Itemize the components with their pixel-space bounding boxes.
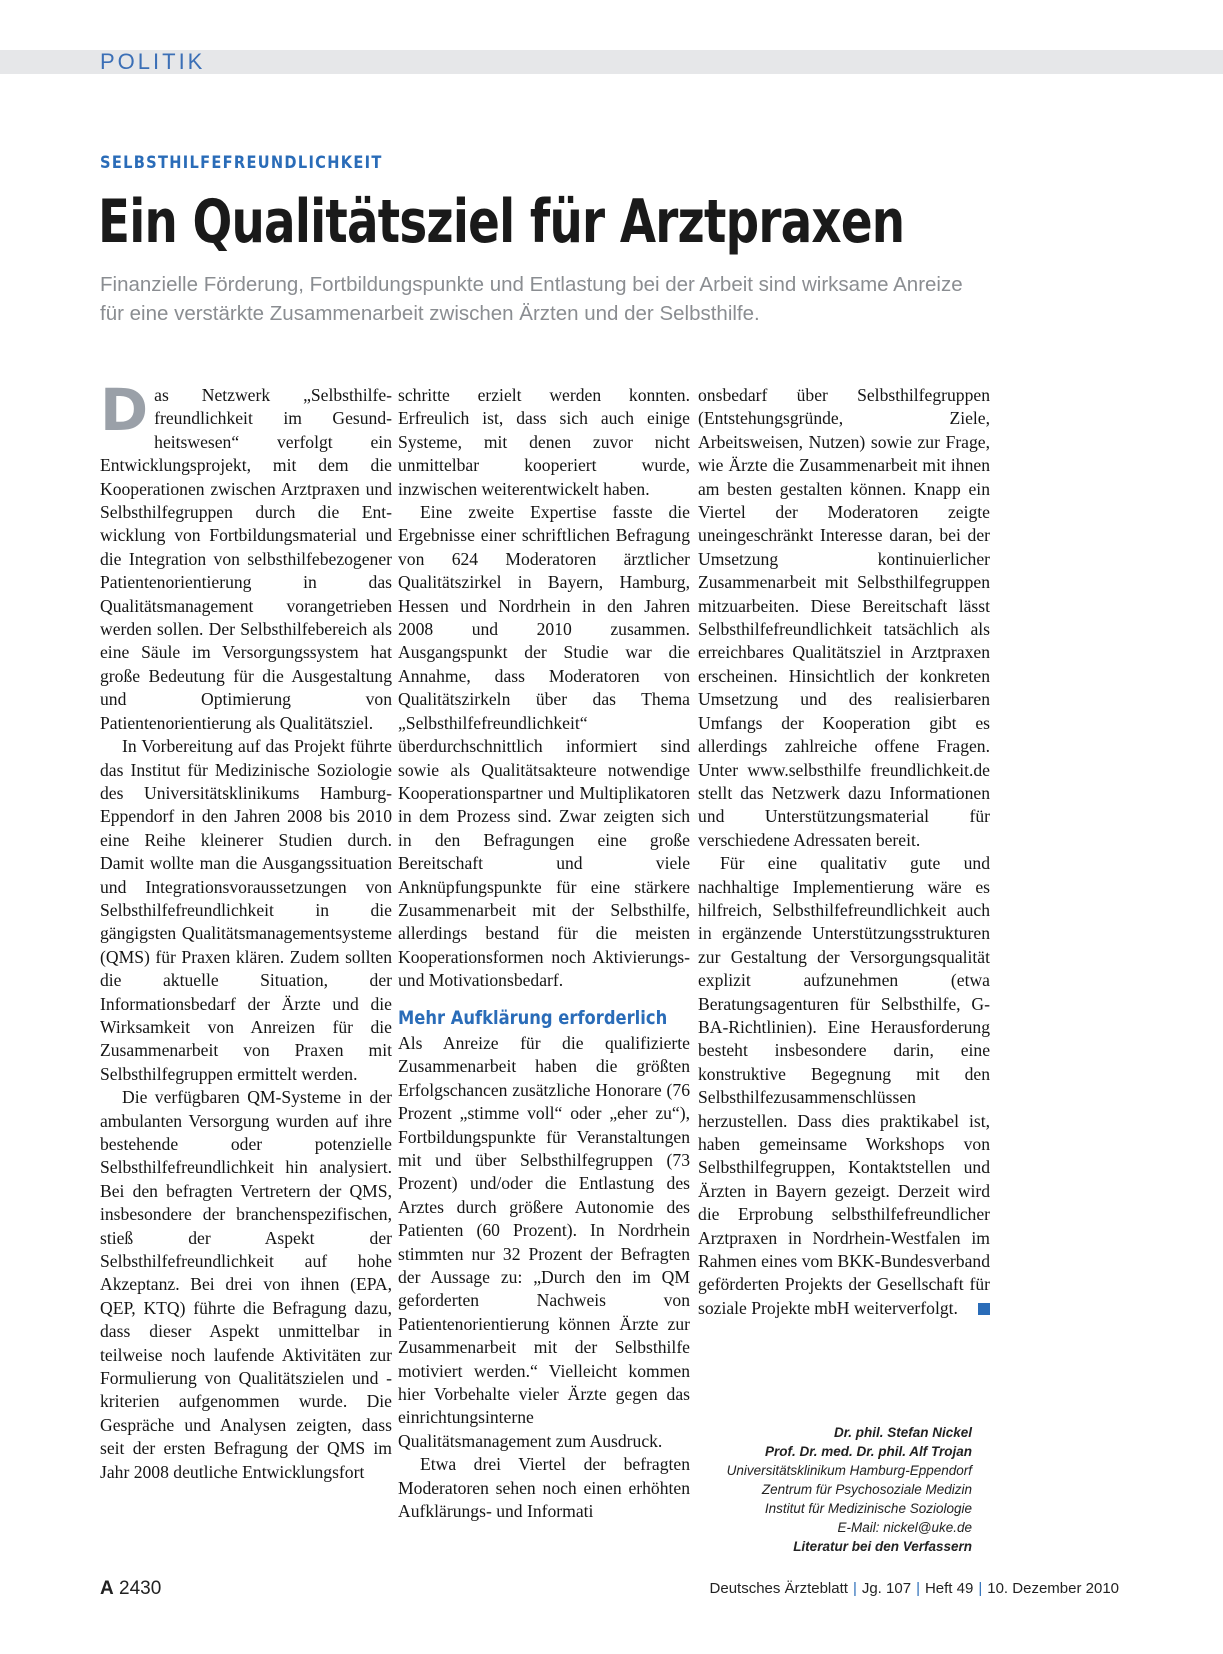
journal-name: Deutsches Ärzteblatt	[709, 1580, 848, 1597]
paragraph: Etwa drei Viertel der befragten Moderatoren sehen noch einen erhöhten Aufklärungs- und Informati	[398, 1454, 690, 1522]
footer-separator: |	[916, 1580, 920, 1597]
text-column-2	[398, 384, 690, 1524]
page-number	[100, 1578, 161, 1600]
footer-separator: |	[852, 1580, 857, 1597]
paragraph: onsbedarf über Selbsthilfegruppen (Entstehungsgründe, Ziele, Arbeitsweisen, Nutzen) sowie zur Frage, wie Ärzte die Zusammenarbeit mit ihnen am besten gestalten können. Knapp ein Viertel der Moderatoren zeigte uneingeschränkt Interesse daran, bei der Umsetzung kontinuierlicher Zusammenarbeit mit Selbsthilfegruppen mitzuarbeiten. Diese Bereitschaft lässt Selbsthilfefreundlichkeit tatsächlich als erreichbares Qualitätsziel in Arztpraxen erscheinen. Hinsichtlich der konkreten Umsetzung und des realisierbaren Umfangs der Kooperation gibt es allerdings zahlreiche offene Fragen. Unter www.selbsthilfe freundlichkeit.de stellt das Netzwerk dazu Informationen und Unterstützungsmaterial für verschiedene Adressaten bereit.	[698, 385, 990, 850]
author-block	[698, 1423, 972, 1556]
paragraph	[100, 376, 392, 735]
end-of-article-square-icon	[978, 1303, 990, 1315]
section-label: POLITIK	[100, 49, 206, 74]
author-email: E-Mail: nickel@uke.de	[837, 1520, 972, 1535]
article-kicker: SELBSTHILFEFREUNDLICHKEIT	[100, 153, 383, 173]
paragraph: Eine zweite Expertise fasste die Ergebnisse einer schriftlichen Befragung von 624 Moderatoren ärztlicher Qualitätszirkel in Bayern, Hamburg, Hessen und Nordrhein in den Jahren 2008 und 2010 zusammen. Ausgangspunkt der Studie war die Annahme, dass Moderatoren von Qualitätszirkeln über das Thema „Selbsthilfefreundlichkeit“ überdurchschnittlich informiert sind sowie als Qualitätsakteure notwendige Kooperationspartner und Multiplikatoren in dem Prozess sind. Zwar zeigten sich in den Befragungen eine große Bereitschaft und viele Anknüpfungspunkte für eine stärkere Zusammenarbeit mit der Selbsthilfe, allerdings bestand für die meisten Kooperationsformen noch Aktivierungs- und Motivationsbedarf.	[398, 502, 690, 991]
paragraph: schritte erzielt werden konnten. Erfreulich ist, dass sich auch einige Systeme, mit denen zuvor nicht unmittelbar kooperiert wurde, inzwischen weiterentwickelt haben.	[398, 385, 690, 499]
author-affiliation: Universitätsklinikum Hamburg-Eppendorf	[726, 1463, 972, 1478]
page-prefix: A	[100, 1578, 114, 1599]
paragraph-text: as Netzwerk „Selbsthilfefreundlichkeit im Gesundheitswesen“ verfolgt ein Entwicklungsprojekt, mit dem die Kooperationen zwischen Arztpraxen und Selbsthilfegruppen durch die Entwicklung von Fortbildungsmaterial und die Integration von selbsthilfebezogener Patientenorientierung in das Qualitätsmanagement vorangetrieben werden sollen. Der Selbsthilfebereich als eine Säule im Versorgungssystem hat große Bedeutung für die Ausgestaltung und Optimierung von Patientenorientierung als Qualitätsziel.	[100, 385, 392, 733]
author-name: Prof. Dr. med. Dr. phil. Alf Trojan	[764, 1444, 972, 1459]
section-subheading: Mehr Aufklärung erforderlich	[398, 1006, 668, 1029]
paragraph: Als Anreize für die qualifizierte Zusammenarbeit haben die größten Erfolgschancen zusätzliche Honorare (76 Prozent „stimme voll“ oder „eher zu“), Fortbildungspunkte für Veranstaltungen mit und über Selbsthilfegruppen (73 Prozent) und/oder die Entlastung des Arztes durch größere Autonomie des Patienten (60 Prozent). In Nordrhein stimmten nur 32 Prozent der Befragten der Aussage zu: „Durch den im QM geforderten Nachweis von Patientenorientierung können Ärzte zur Zusammenarbeit mit der Selbsthilfe motiviert werden.“ Vielleicht kommen hier Vorbehalte vieler Ärzte gegen das einrichtungsinterne Qualitätsmanagement zum Ausdruck.	[398, 1032, 690, 1451]
author-affiliation: Institut für Medizinische Soziologie	[764, 1501, 972, 1516]
footer-separator: |	[978, 1580, 983, 1597]
drop-cap: D	[100, 376, 149, 444]
article-headline: Ein Qualitätsziel für Arztpraxen	[98, 187, 905, 257]
journal-volume: Jg. 107	[861, 1580, 912, 1597]
literature-note: Literatur bei den Verfassern	[793, 1539, 972, 1554]
journal-date: 10. Dezember 2010	[987, 1580, 1119, 1597]
author-affiliation: Zentrum für Psychosoziale Medizin	[761, 1482, 972, 1497]
journal-issue: Heft 49	[924, 1580, 974, 1597]
journal-footer	[710, 1580, 1119, 1597]
text-column-1	[100, 376, 392, 1484]
author-name: Dr. phil. Stefan Nickel	[833, 1425, 972, 1440]
page-number-value: 2430	[119, 1578, 162, 1599]
paragraph	[698, 852, 990, 1320]
article-subhead: Finanzielle Förderung, Fortbildungspunkte und Entlastung bei der Arbeit sind wirksame Anreize für eine verstärkte Zusammenarbeit zwischen Ärzten und der Selbsthilfe.	[100, 273, 963, 325]
paragraph-text: Für eine qualitativ gute und nachhaltige Implementierung wäre es hilfreich, Selbsthilfefreundlichkeit auch in ergänzende Unterstützungsstrukturen zur Gestaltung der Versorgungsqualität explizit aufzunehmen (etwa Beratungsagenturen für Selbsthilfe, G-BA-Richtlinien). Eine Herausforderung besteht insbesondere darin, eine konstruktive Begegnung mit den Selbsthilfezusammenschlüssen herzustellen. Dass dies praktikabel ist, haben gemeinsame Workshops von Selbsthilfegruppen, Kontaktstellen und Ärzten in Bayern gezeigt. Derzeit wird die Erprobung selbsthilfefreundlicher Arztpraxen in Nordrhein-Westfalen im Rahmen eines vom BKK-Bundesverband geförderten Projekts der Gesellschaft für soziale Projekte mbH weiterverfolgt.	[698, 853, 990, 1318]
text-column-3	[698, 384, 990, 1320]
paragraph: Die verfügbaren QM-Systeme in der ambulanten Versorgung wurden auf ihre bestehende oder potenzielle Selbsthilfefreundlichkeit hin analysiert. Bei den befragten Vertretern der QMS, insbesondere der branchenspezifischen, stieß der Aspekt der Selbsthilfefreundlichkeit auf hohe Akzeptanz. Bei drei von ihnen (EPA, QEP, KTQ) führte die Befragung dazu, dass dieser Aspekt unmittelbar in teilweise noch laufende Aktivitäten zur Formulierung von Qualitätszielen und -kriterien aufgenommen wurde. Die Gespräche und Analysen zeigten, dass seit der ersten Befragung der QMS im Jahr 2008 deutliche Entwicklungsfort	[100, 1087, 392, 1482]
paragraph: In Vorbereitung auf das Projekt führte das Institut für Medizinische Soziologie des Universitätsklinikums Hamburg-Eppendorf in den Jahren 2008 bis 2010 eine Reihe kleinerer Studien durch. Damit wollte man die Ausgangssituation und Integrationsvoraussetzungen von Selbsthilfefreundlichkeit in die gängigsten Qualitätsmanagementsysteme (QMS) für Praxen klären. Zudem sollten die aktuelle Situation, der Informationsbedarf der Ärzte und die Wirksamkeit von Anreizen für die Zusammenarbeit von Praxen mit Selbsthilfegruppen ermittelt werden.	[100, 736, 392, 1084]
